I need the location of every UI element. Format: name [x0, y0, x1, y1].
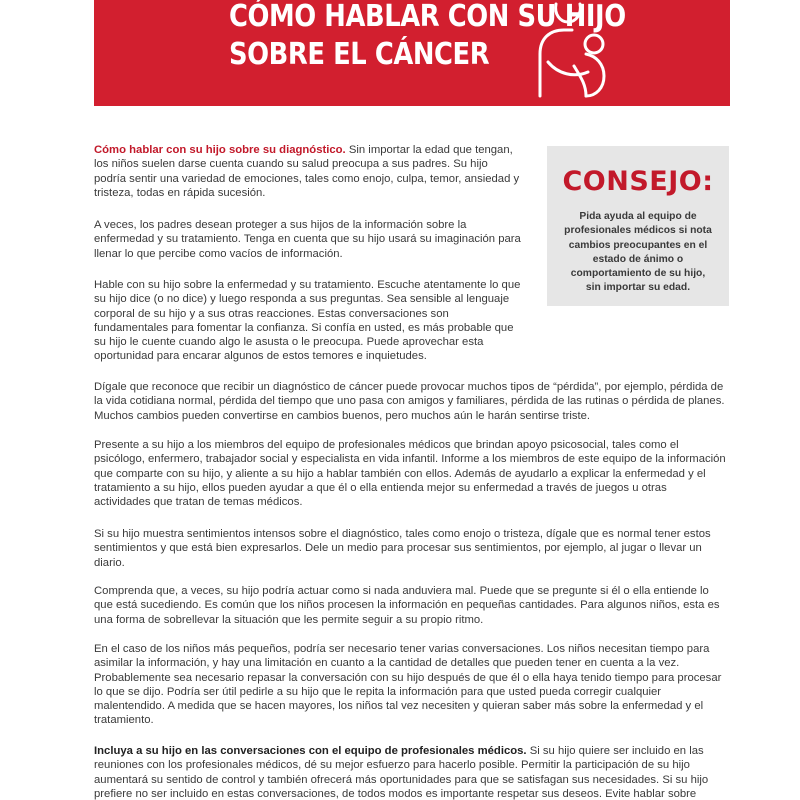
paragraph-text: Sin importar la edad que tengan, los niños suelen darse cuenta cuando su salud preocupa a sus padres. Su hijo podría sentir una variedad de emociones, tales como enojo, culpa, temor, ansiedad y tristeza, todas en rápida sucesión. — [94, 144, 520, 199]
paragraph-lead: Incluya a su hijo en las conversaciones con el equipo de profesionales médicos. — [94, 745, 527, 757]
parent-holding-child-icon — [534, 0, 614, 100]
paragraph-pace: Comprenda que, a veces, su hijo podría actuar como si nada anduviera mal. Puede que se pregunte si él o ella entiende lo que está sucediendo. Es común que los niños procesen la información en pequeñas cantidades. Para algunos niños, esta es una forma de sobrellevar la situación que les permite seguir a su propio ritmo. — [94, 585, 720, 626]
paragraph-diagnosis — [94, 143, 522, 200]
page-title — [229, 0, 626, 74]
paragraph-team: Presente a su hijo a los miembros del equipo de profesionales médicos que brindan apoyo psicosocial, tales como el psicólogo, enfermero, trabajador social y especialista en vida infantil. Informe a los miembros de este equipo de la información que comparte con su hijo, y aliente a su hijo a hablar también con ellos. Además de ayudarlo a explicar la enfermedad y el tratamiento a su hijo, ellos pueden ayudar a que él o ella entienda mejor su enfermedad a través de juegos u otras actividades que tratan de temas médicos. — [94, 439, 726, 509]
paragraph-text: Si su hijo quiere ser incluido en las reuniones con los profesionales médicos, dé su mejor esfuerzo para hacerlo posible. Permitir la participación de su hijo aumentará su sentido de control y también ofrecerá más oportunidades para que se satisfagan sus necesidades. Si su hijo prefiere no ser incluido en estas conversaciones, de todos modos es importante respetar sus deseos. Evite hablar sobre — [94, 745, 709, 800]
paragraph-young-children: En el caso de los niños más pequeños, podría ser necesario tener varias conversaciones. Los niños necesitan tiempo para asimilar la información, y hay una limitación en cuanto a la cantidad de detalles que pueden tener en cuenta a la vez. Probablemente sea necesario repasar la conversación con su hijo después de que él o ella haya tenido tiempo para procesar lo que se dijo. Podría ser útil pedirle a su hijo que le repita la información para que usted pueda corregir cualquier malentendido. A medida que se hacen mayores, los niños tal vez necesiten y quieran saber más sobre la enfermedad y el tratamiento. — [94, 643, 722, 727]
page-title-line2: SOBRE EL CÁNCER — [229, 37, 490, 72]
paragraph-include — [94, 744, 726, 800]
page-title-line1: CÓMO HABLAR CON SU HIJO — [229, 0, 626, 34]
paragraph-talk: Hable con su hijo sobre la enfermedad y su tratamiento. Escuche atentamente lo que su hijo dice (o no dice) y luego responda a sus preguntas. Sea sensible al lenguaje corporal de su hijo y a sus otras reacciones. Estas conversaciones son fundamentales para fomentar la confianza. Si confía en usted, es más probable que su hijo le cuente cuando algo le asusta o le preocupa. Puede aprovechar esta oportunidad para encarar algunos de estos temores e inquietudes. — [94, 279, 521, 363]
paragraph-protect: A veces, los padres desean proteger a sus hijos de la información sobre la enfermedad y su tratamiento. Tenga en cuenta que su hijo usará su imaginación para llenar lo que percibe como vacíos de información. — [94, 219, 521, 260]
paragraph-lead: Cómo hablar con su hijo sobre su diagnóstico. — [94, 144, 346, 156]
tip-box — [547, 146, 729, 306]
tip-heading: CONSEJO: — [562, 166, 714, 197]
paragraph-loss: Dígale que reconoce que recibir un diagnóstico de cáncer puede provocar muchos tipos de “pérdida”, por ejemplo, pérdida de la vida cotidiana normal, pérdida del tiempo que uno pasa con amigos y familiares, pérdida de las rutinas o pérdida de planes. Muchos cambios pueden convertirse en cambios buenos, pero muchos aún le harán sentirse triste. — [94, 381, 725, 422]
tip-text: Pida ayuda al equipo de profesionales médicos si nota cambios preocupantes en el estado de ánimo o comportamiento de su hijo, sin importar su edad. — [564, 211, 712, 294]
paragraph-feelings: Si su hijo muestra sentimientos intensos sobre el diagnóstico, tales como enojo o tristeza, dígale que es normal tener estos sentimientos y que está bien expresarlos. Dele un medio para procesar sus sentimientos, por ejemplo, al jugar o llevar un diario. — [94, 528, 711, 569]
